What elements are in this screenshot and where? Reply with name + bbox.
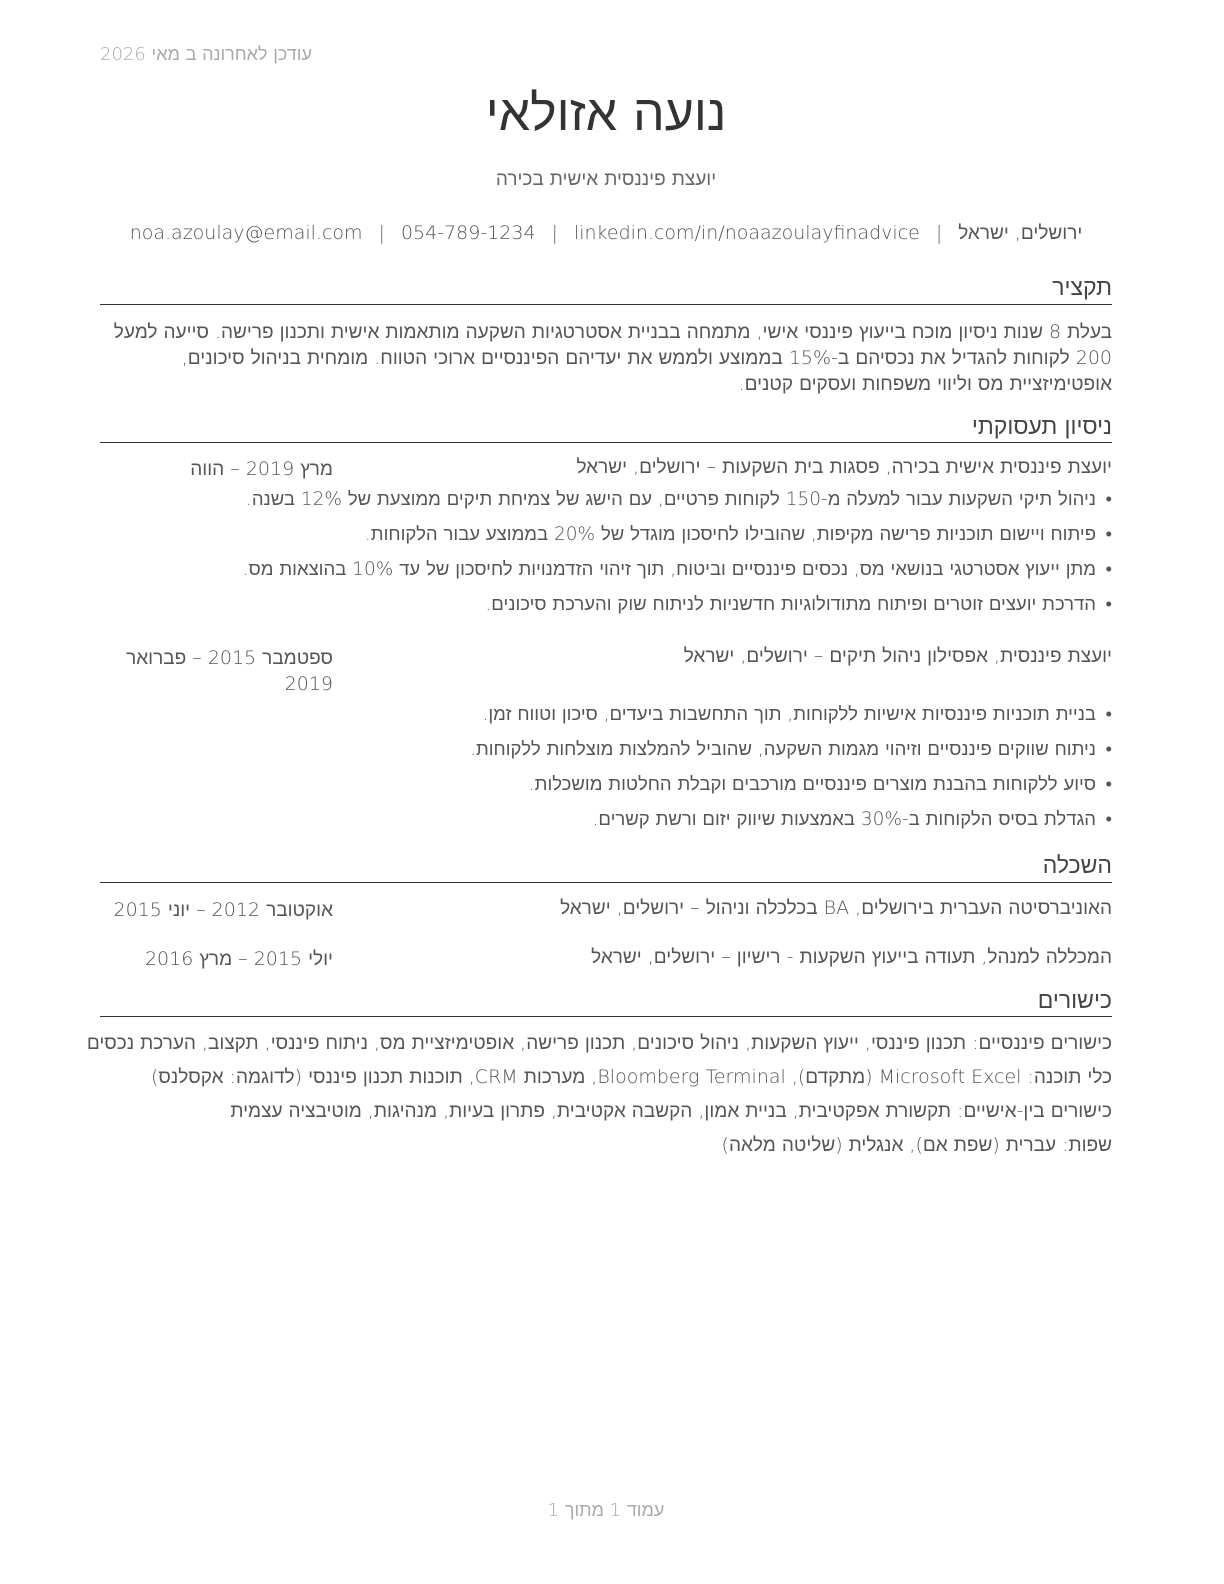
- section-divider: [100, 1016, 1112, 1017]
- last-updated: עודכן לאחרונה ב מאי 2026: [100, 44, 312, 65]
- job-dates: מרץ 2019 – הווה: [190, 458, 333, 480]
- section-divider: [100, 442, 1112, 443]
- list-item: • הגדלת בסיס הלקוחות ב-30% באמצעות שיווק יזום ורשת קשרים.: [112, 807, 1112, 842]
- candidate-name: נועה אזולאי: [485, 84, 727, 142]
- contact-separator: |: [551, 222, 558, 244]
- contact-email[interactable]: noa.azoulay@email.com: [129, 222, 363, 244]
- section-title-education: השכלה: [1042, 853, 1112, 879]
- contact-linkedin[interactable]: linkedin.com/in/noaazoulayfinadvice: [573, 222, 920, 244]
- section-divider: [100, 304, 1112, 305]
- contact-line: [100, 222, 1112, 245]
- skill-line: כישורים בין-אישיים: תקשורת אפקטיבית, בניית אמון, הקשבה אקטיבית, פתרון בעיות, מנהיגות, מוטיבציה עצמית: [230, 1100, 1112, 1122]
- skill-line: כלי תוכנה: Microsoft Excel (מתקדם), Bloomberg Terminal, מערכות CRM, תוכנות תכנון פיננסי (לדוגמה: אקסלנס): [150, 1066, 1112, 1088]
- education-dates: אוקטובר 2012 – יוני 2015: [113, 899, 333, 921]
- candidate-headline: יועצת פיננסית אישית בכירה: [495, 168, 717, 190]
- job-title: יועצת פיננסית אישית בכירה, פסגות בית השקעות – ירושלים, ישראל: [576, 456, 1112, 478]
- contact-location: ירושלים, ישראל: [958, 222, 1083, 244]
- education-dates: יולי 2015 – מרץ 2016: [144, 948, 333, 970]
- skill-line: שפות: עברית (שפת אם), אנגלית (שליטה מלאה): [721, 1134, 1112, 1156]
- section-title-summary: תקציר: [1052, 275, 1112, 301]
- list-item: • בניית תוכניות פיננסיות אישיות ללקוחות, תוך התחשבות ביעדים, סיכון וטווח זמן.: [112, 702, 1112, 737]
- list-item: • מתן ייעוץ אסטרטגי בנושאי מס, נכסים פיננסיים וביטוח, תוך זיהוי הזדמנויות לחיסכון של עד 10% בהוצאות מס.: [112, 557, 1112, 592]
- list-item: • ניהול תיקי השקעות עבור למעלה מ-150 לקוחות פרטיים, עם הישג של צמיחת תיקים ממוצעת של 12% בשנה.: [112, 487, 1112, 522]
- job-bullets: [112, 487, 1112, 627]
- skill-line: כישורים פיננסיים: תכנון פיננסי, ייעוץ השקעות, ניהול סיכונים, תכנון פרישה, אופטימיזציית מס, ניתוח פיננסי, תקצוב, הערכת נכסים: [86, 1032, 1112, 1054]
- job-bullets: [112, 702, 1112, 842]
- list-item: • ניתוח שווקים פיננסיים וזיהוי מגמות השקעה, שהוביל להמלצות מוצלחות ללקוחות.: [112, 737, 1112, 772]
- section-title-experience: ניסיון תעסוקתי: [971, 414, 1112, 440]
- contact-phone: 054-789-1234: [400, 222, 536, 244]
- list-item: • הדרכת יועצים זוטרים ופיתוח מתודולוגיות חדשניות לניתוח שוק והערכת סיכונים.: [112, 592, 1112, 627]
- education-title: האוניברסיטה העברית בירושלים, BA בכלכלה וניהול – ירושלים, ישראל: [560, 897, 1112, 919]
- list-item: • סיוע ללקוחות בהבנת מוצרים פיננסיים מורכבים וקבלת החלטות מושכלות.: [112, 772, 1112, 807]
- section-divider: [100, 882, 1112, 883]
- resume-page: [86, 0, 1112, 1584]
- contact-separator: |: [378, 222, 385, 244]
- section-title-skills: כישורים: [1037, 988, 1112, 1014]
- summary-text: בעלת 8 שנות ניסיון מוכח בייעוץ פיננסי אישי, מתמחה בבניית אסטרטגיות השקעה מותאמות אישית ותכנון פרישה. סייעה למעל 200 לקוחות להגדיל את נכסיהם ב-15% בממוצע ולממש את יעדיהם הפיננסיים ארוכי הטווח. מומחית בניהול סיכונים, אופטימיזציית מס וליווי משפחות ועסקים קטנים.: [113, 321, 1112, 395]
- page-number: עמוד 1 מתוך 1: [547, 1500, 665, 1521]
- contact-separator: |: [935, 222, 943, 244]
- job-title: יועצת פיננסית, אפסילון ניהול תיקים – ירושלים, ישראל: [683, 645, 1112, 667]
- education-title: המכללה למנהל, תעודה בייעוץ השקעות - רישיון – ירושלים, ישראל: [591, 946, 1112, 968]
- list-item: • פיתוח ויישום תוכניות פרישה מקיפות, שהובילו לחיסכון מוגדל של 20% בממוצע עבור הלקוחות.: [112, 522, 1112, 557]
- job-dates: ספטמבר 2015 – פברואר 2019: [126, 647, 333, 695]
